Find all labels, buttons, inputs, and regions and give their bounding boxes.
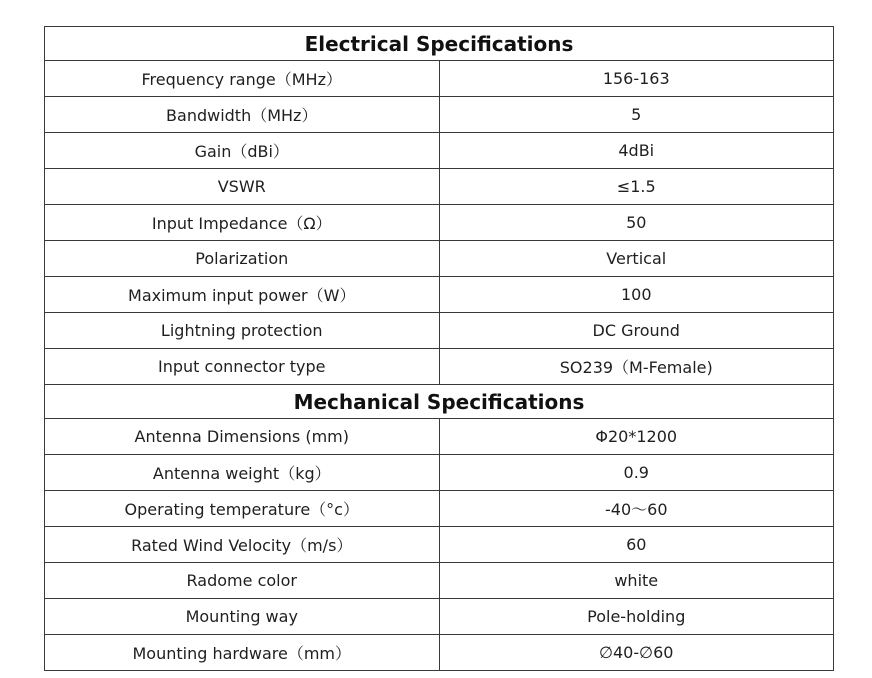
table-row-radome-color (45, 563, 834, 599)
spec-label: Lightning protection (45, 313, 440, 349)
spec-label: Input connector type (45, 349, 440, 385)
spec-value: 5 (439, 97, 834, 133)
spec-value: 0.9 (439, 455, 834, 491)
spec-value: 100 (439, 277, 834, 313)
spec-value: Pole-holding (439, 599, 834, 635)
table-row-antenna-weight (45, 455, 834, 491)
spec-value: -40～60 (439, 491, 834, 527)
table-row-mounting-hardware (45, 635, 834, 671)
spec-value: Vertical (439, 241, 834, 277)
spec-value: 50 (439, 205, 834, 241)
electrical-section-header (45, 27, 834, 61)
spec-value: 60 (439, 527, 834, 563)
spec-label: Input Impedance（Ω） (45, 205, 440, 241)
spec-label: Antenna Dimensions (mm) (45, 419, 440, 455)
spec-label: VSWR (45, 169, 440, 205)
spec-value: ∅40-∅60 (439, 635, 834, 671)
table-row-rated-wind-velocity (45, 527, 834, 563)
spec-label: Rated Wind Velocity（m/s） (45, 527, 440, 563)
table-row-input-connector-type (45, 349, 834, 385)
mechanical-section-header (45, 385, 834, 419)
spec-value: white (439, 563, 834, 599)
spec-label: Maximum input power（W） (45, 277, 440, 313)
spec-value: Φ20*1200 (439, 419, 834, 455)
electrical-section-title: Electrical Specifications (45, 27, 834, 61)
spec-label: Operating temperature（°c） (45, 491, 440, 527)
spec-value: 156-163 (439, 61, 834, 97)
table-row-mounting-way (45, 599, 834, 635)
spec-value: SO239（M-Female) (439, 349, 834, 385)
table-row-vswr (45, 169, 834, 205)
table-row-operating-temperature (45, 491, 834, 527)
spec-label: Mounting way (45, 599, 440, 635)
table-row-frequency-range (45, 61, 834, 97)
table-row-maximum-input-power (45, 277, 834, 313)
spec-label: Antenna weight（kg） (45, 455, 440, 491)
spec-value: ≤1.5 (439, 169, 834, 205)
table-row-polarization (45, 241, 834, 277)
table-row-input-impedance (45, 205, 834, 241)
spec-value: DC Ground (439, 313, 834, 349)
spec-label: Radome color (45, 563, 440, 599)
table-row-bandwidth (45, 97, 834, 133)
spec-label: Gain（dBi） (45, 133, 440, 169)
mechanical-section-title: Mechanical Specifications (45, 385, 834, 419)
spec-value: 4dBi (439, 133, 834, 169)
spec-label: Mounting hardware（mm） (45, 635, 440, 671)
spec-label: Bandwidth（MHz） (45, 97, 440, 133)
spec-label: Polarization (45, 241, 440, 277)
specifications-table (44, 26, 834, 671)
table-row-gain (45, 133, 834, 169)
table-row-lightning-protection (45, 313, 834, 349)
table-row-antenna-dimensions (45, 419, 834, 455)
spec-label: Frequency range（MHz） (45, 61, 440, 97)
